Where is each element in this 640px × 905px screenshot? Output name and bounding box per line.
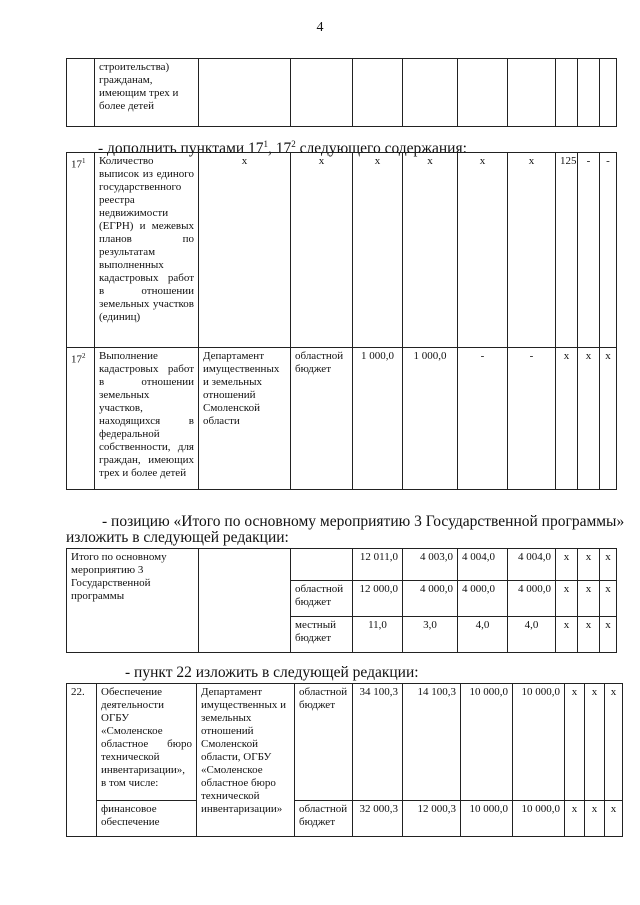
cell-indicator2: х	[585, 684, 605, 801]
cell-indicator1: 125	[556, 153, 578, 348]
table-row	[67, 153, 617, 348]
cell-year3: 4,0	[508, 617, 556, 653]
cell-empty	[353, 59, 403, 127]
cell-year1: 4 000,0	[403, 581, 458, 617]
cell-source: областной бюджет	[295, 801, 353, 837]
cell-total: х	[353, 153, 403, 348]
cell-name: Итого по основному мероприятию 3 Государственной программы	[67, 549, 199, 653]
cell-year3: х	[508, 153, 556, 348]
cell-indicator1: х	[556, 581, 578, 617]
cell-total: 32 000,3	[353, 801, 403, 837]
cell-num	[67, 153, 95, 348]
cell-name: Выполнение кадастровых работ в отношении земельных участков, находящихся в федеральной собственности, для граждан, имеющих трех и более детей	[95, 348, 199, 490]
table-row	[67, 684, 623, 801]
cell-year2: х	[458, 153, 508, 348]
cell-year2: -	[458, 348, 508, 490]
cell-indicator1: х	[565, 801, 585, 837]
cell-source	[291, 549, 353, 581]
cell-indicator2: х	[578, 581, 600, 617]
instruction-text: , 17	[268, 140, 292, 158]
table-continuation	[66, 58, 617, 127]
cell-num	[67, 348, 95, 490]
instruction-text: - пункт 22 изложить в следующей редакции:	[125, 664, 419, 681]
cell-name: Обеспечение деятельности ОГБУ «Смоленское областное бюро технической инвентаризации», в том числе:	[97, 684, 197, 801]
cell-indicator3: х	[605, 801, 623, 837]
table-row	[67, 549, 617, 581]
instruction-text: - позицию «Итого по основному мероприятию 3 Государственной программы»	[102, 513, 625, 530]
cell-indicator1: х	[556, 549, 578, 581]
cell-indicator1: х	[556, 348, 578, 490]
num-text: 17	[71, 158, 82, 171]
cell-year2: 10 000,0	[461, 801, 513, 837]
instruction-sup: 1	[263, 139, 269, 149]
cell-year1: х	[403, 153, 458, 348]
cell-year1: 4 003,0	[403, 549, 458, 581]
cell-total: 12 000,0	[353, 581, 403, 617]
cell-year2: 4,0	[458, 617, 508, 653]
cell-empty	[403, 59, 458, 127]
cell-indicator3: х	[600, 348, 617, 490]
cell-name: Количество выписок из единого государственного реестра недвижимости (ЕГРН) и межевых планов по результатам выполненных кадастровых работ в отношении земельных участков (единиц)	[95, 153, 199, 348]
num-sup: 2	[82, 352, 86, 360]
cell-empty	[556, 59, 578, 127]
cell-total: 12 011,0	[353, 549, 403, 581]
cell-indicator3: х	[600, 617, 617, 653]
cell-executor	[199, 549, 291, 653]
cell-name: строительства) гражданам, имеющим трех и более детей	[95, 59, 199, 127]
cell-source: областной бюджет	[291, 348, 353, 490]
cell-year1: 1 000,0	[403, 348, 458, 490]
cell-year3: -	[508, 348, 556, 490]
cell-indicator2: -	[578, 153, 600, 348]
cell-year1: 12 000,3	[403, 801, 461, 837]
instruction-text: - дополнить пунктами 17	[98, 140, 264, 158]
num-text: 17	[71, 353, 82, 366]
cell-year3: 4 004,0	[508, 549, 556, 581]
cell-empty	[458, 59, 508, 127]
cell-indicator3: х	[600, 581, 617, 617]
num-sup: 1	[82, 157, 86, 165]
cell-indicator3: х	[605, 684, 623, 801]
table-row	[67, 348, 617, 490]
cell-empty	[199, 59, 291, 127]
cell-empty	[600, 59, 617, 127]
cell-empty	[291, 59, 353, 127]
cell-num: 22.	[67, 684, 97, 837]
cell-indicator3: х	[600, 549, 617, 581]
page-number: 4	[316, 20, 324, 35]
cell-indicator3: -	[600, 153, 617, 348]
table-items-17	[66, 152, 617, 490]
cell-empty	[508, 59, 556, 127]
table-row	[67, 59, 617, 127]
cell-year1: 14 100,3	[403, 684, 461, 801]
cell-year3: 10 000,0	[513, 801, 565, 837]
instruction-total-position-cont	[66, 529, 289, 547]
cell-source: х	[291, 153, 353, 348]
cell-name: финансовое обеспечение	[97, 801, 197, 837]
cell-year2: 10 000,0	[461, 684, 513, 801]
cell-year1: 3,0	[403, 617, 458, 653]
instruction-item-22	[125, 664, 419, 682]
cell-year2: 4 004,0	[458, 549, 508, 581]
instruction-sup: 2	[291, 139, 296, 149]
table-item-22	[66, 683, 623, 837]
cell-total: 11,0	[353, 617, 403, 653]
cell-indicator2: х	[585, 801, 605, 837]
cell-source: областной бюджет	[291, 581, 353, 617]
cell-indicator1: х	[565, 684, 585, 801]
cell-executor: Департамент имущественных и земельных отношений Смоленской области, ОГБУ «Смоленское областное бюро технической инвентаризации»	[197, 684, 295, 837]
cell-indicator2: х	[578, 617, 600, 653]
cell-indicator1: х	[556, 617, 578, 653]
cell-source: местный бюджет	[291, 617, 353, 653]
cell-indicator2: х	[578, 348, 600, 490]
cell-year2: 4 000,0	[458, 581, 508, 617]
cell-num	[67, 59, 95, 127]
cell-source: областной бюджет	[295, 684, 353, 801]
cell-total: 1 000,0	[353, 348, 403, 490]
cell-total: 34 100,3	[353, 684, 403, 801]
cell-year3: 4 000,0	[508, 581, 556, 617]
instruction-text: следующего содержания:	[295, 140, 467, 158]
table-row	[67, 801, 623, 837]
cell-year3: 10 000,0	[513, 684, 565, 801]
cell-indicator2: х	[578, 549, 600, 581]
cell-executor: х	[199, 153, 291, 348]
cell-empty	[578, 59, 600, 127]
table-total	[66, 548, 617, 653]
instruction-text: изложить в следующей редакции:	[66, 529, 289, 546]
cell-executor: Департамент имущественных и земельных отношений Смоленской области	[199, 348, 291, 490]
